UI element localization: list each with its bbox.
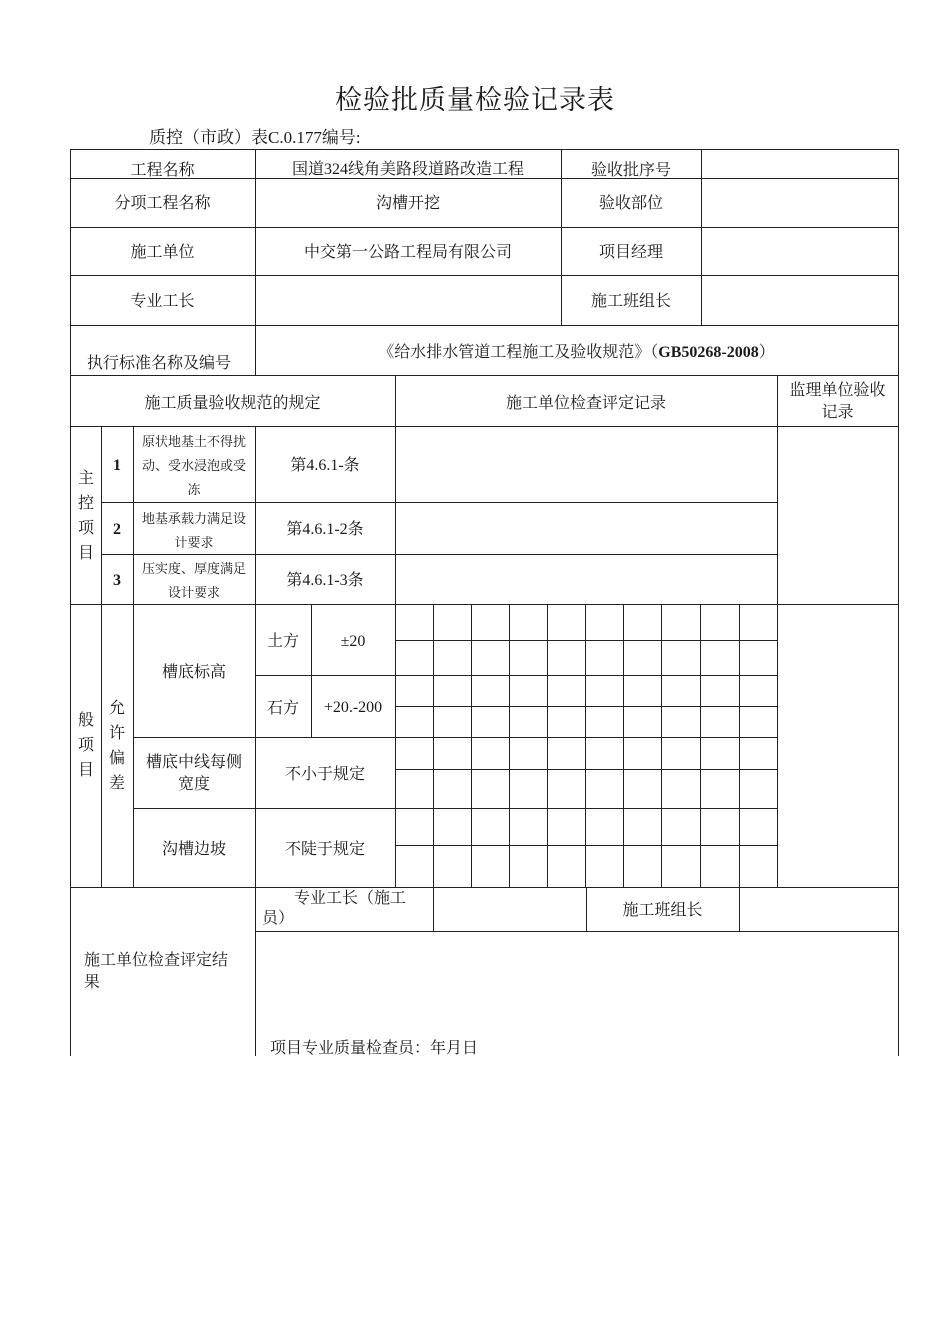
main-item-clause: 第4.6.1-条: [290, 457, 360, 474]
deviation-label: 允 许 偏 差: [108, 700, 125, 792]
grid-line: [101, 426, 102, 887]
grid-line: [898, 149, 899, 1056]
grid-line: [395, 769, 778, 770]
project-name-value: 国道324线角美路段道路改造工程: [291, 161, 524, 178]
foreman-signature-label: 专业工长（施工 员）: [262, 890, 407, 927]
grid-line: [255, 931, 899, 932]
width-requirement: 不小于规定: [284, 766, 365, 783]
contractor-label: 施工单位: [130, 244, 195, 261]
main-item-desc: 原状地基土不得扰 动、受水浸泡或受 冻: [141, 434, 246, 497]
form-code: 质控（市政）表C.0.177编号:: [149, 128, 361, 147]
grid-line: [133, 808, 778, 809]
grid-line: [70, 325, 899, 326]
main-item-no: 2: [113, 521, 121, 538]
main-item-clause: 第4.6.1-2条: [286, 521, 364, 538]
main-item-clause: 第4.6.1-3条: [286, 572, 364, 589]
grid-line: [70, 887, 899, 888]
main-item-no: 3: [113, 572, 121, 589]
grid-line: [70, 149, 899, 150]
result-label: 施工单位检查评定结 果: [84, 952, 229, 991]
standard-code: GB50268-2008: [658, 344, 759, 361]
width-label: 槽底中线每侧 宽度: [145, 754, 242, 793]
grid-line: [701, 149, 702, 325]
quality-inspector-label: 项目专业质量检查员：年月日: [270, 1040, 479, 1057]
batch-no-label: 验收批序号: [590, 162, 671, 179]
grid-line: [70, 275, 899, 276]
rock-label: 石方: [266, 700, 299, 717]
main-items-label: 主 控 项 目: [77, 470, 94, 562]
page-title: 检验批质量检验记录表: [335, 85, 615, 115]
standard-label: 执行标准名称及编号: [87, 355, 232, 372]
grid-line: [255, 675, 778, 676]
grid-line: [777, 375, 778, 887]
contractor-value: 中交第一公路工程局有限公司: [303, 244, 512, 261]
team-leader-label: 施工班组长: [590, 293, 671, 310]
foreman-label: 专业工长: [130, 293, 195, 310]
grid-line: [101, 502, 778, 503]
supervisor-record-header: 监理单位验收 记录: [789, 382, 886, 421]
general-items-label: 般 项 目: [77, 712, 94, 779]
grid-line: [70, 227, 899, 228]
contractor-record-header: 施工单位检查评定记录: [505, 395, 666, 412]
earth-label: 土方: [266, 633, 299, 650]
grid-line: [70, 426, 899, 427]
project-name-label: 工程名称: [130, 162, 195, 179]
grid-line: [739, 887, 740, 931]
result-team-leader-label: 施工班组长: [622, 902, 703, 919]
slope-requirement: 不陡于规定: [284, 841, 365, 858]
grid-line: [395, 845, 778, 846]
grid-line: [433, 887, 434, 931]
spec-header: 施工质量验收规范的规定: [144, 395, 321, 412]
standard-value: 《给水排水管道工程施工及验收规范》（GB50268-2008）: [378, 344, 775, 361]
project-manager-label: 项目经理: [598, 244, 663, 261]
sub-project-label: 分项工程名称: [114, 195, 211, 212]
grid-line: [395, 706, 778, 707]
sub-project-value: 沟槽开挖: [375, 195, 440, 212]
main-item-desc: 压实度、厚度满足 设计要求: [141, 561, 246, 600]
rock-tolerance: +20.-200: [323, 699, 383, 716]
grid-line: [70, 149, 71, 1056]
main-item-no: 1: [113, 457, 121, 474]
grid-line: [255, 887, 256, 1056]
trench-bottom-label: 槽底标高: [161, 664, 226, 681]
grid-line: [255, 426, 256, 887]
grid-line: [395, 640, 778, 641]
grid-line: [133, 737, 778, 738]
main-item-desc: 地基承载力满足设 计要求: [141, 511, 246, 550]
slope-label: 沟槽边坡: [161, 841, 226, 858]
acceptance-part-label: 验收部位: [598, 195, 663, 212]
grid-line: [70, 375, 899, 376]
earth-tolerance: ±20: [340, 633, 366, 650]
